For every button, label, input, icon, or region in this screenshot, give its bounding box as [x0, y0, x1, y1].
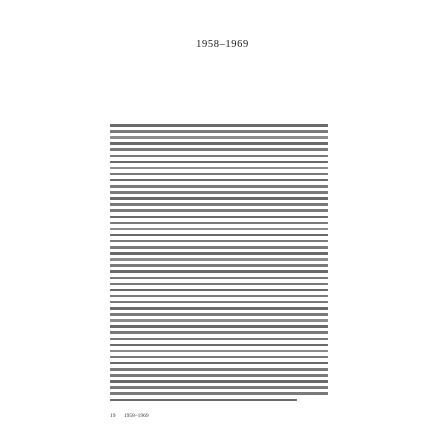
body-text-line	[110, 350, 328, 353]
body-text-line	[110, 228, 328, 231]
body-text-line	[110, 167, 328, 170]
body-text-line	[110, 142, 328, 145]
body-text-line	[110, 161, 328, 164]
body-text-line	[110, 130, 328, 133]
body-text-line	[110, 264, 328, 267]
body-text-line	[110, 386, 328, 389]
body-text-line	[110, 252, 328, 255]
body-text-line	[110, 209, 328, 212]
footer-running-title: 1958–1969	[123, 413, 149, 419]
body-text-line	[110, 362, 328, 365]
body-text-line	[110, 277, 328, 280]
body-text-line	[110, 179, 328, 182]
body-text-line	[110, 185, 328, 188]
body-text-line	[110, 258, 328, 261]
body-text-line	[110, 222, 328, 225]
body-text-line	[110, 338, 328, 341]
chapter-heading: 1958–1969	[196, 39, 249, 50]
page-number: 19	[110, 413, 116, 419]
body-text-line	[110, 295, 328, 298]
body-text-line	[110, 380, 328, 383]
body-text-line	[110, 356, 328, 359]
body-text-line	[110, 313, 328, 316]
body-text-line	[110, 216, 328, 219]
body-text-line	[110, 124, 328, 127]
body-text-line	[110, 173, 328, 176]
body-text-line	[110, 399, 297, 402]
body-text-line	[110, 191, 328, 194]
body-paragraph	[110, 124, 328, 406]
body-text-line	[110, 392, 328, 395]
body-text-line	[110, 325, 328, 328]
body-text-line	[110, 374, 328, 377]
body-text-line	[110, 240, 328, 243]
body-text-line	[110, 203, 328, 206]
page-footer	[110, 413, 149, 419]
body-text-line	[110, 344, 328, 347]
body-text-line	[110, 197, 328, 200]
body-text-line	[110, 331, 328, 334]
body-text-line	[110, 234, 328, 237]
body-text-line	[110, 368, 328, 371]
body-text-line	[110, 136, 328, 139]
body-text-line	[110, 289, 328, 292]
body-text-line	[110, 270, 328, 273]
body-text-line	[110, 155, 328, 158]
body-text-line	[110, 307, 328, 310]
body-text-line	[110, 319, 328, 322]
body-text-line	[110, 301, 328, 304]
body-text-line	[110, 246, 328, 249]
body-text-line	[110, 148, 328, 151]
body-text-line	[110, 283, 328, 286]
